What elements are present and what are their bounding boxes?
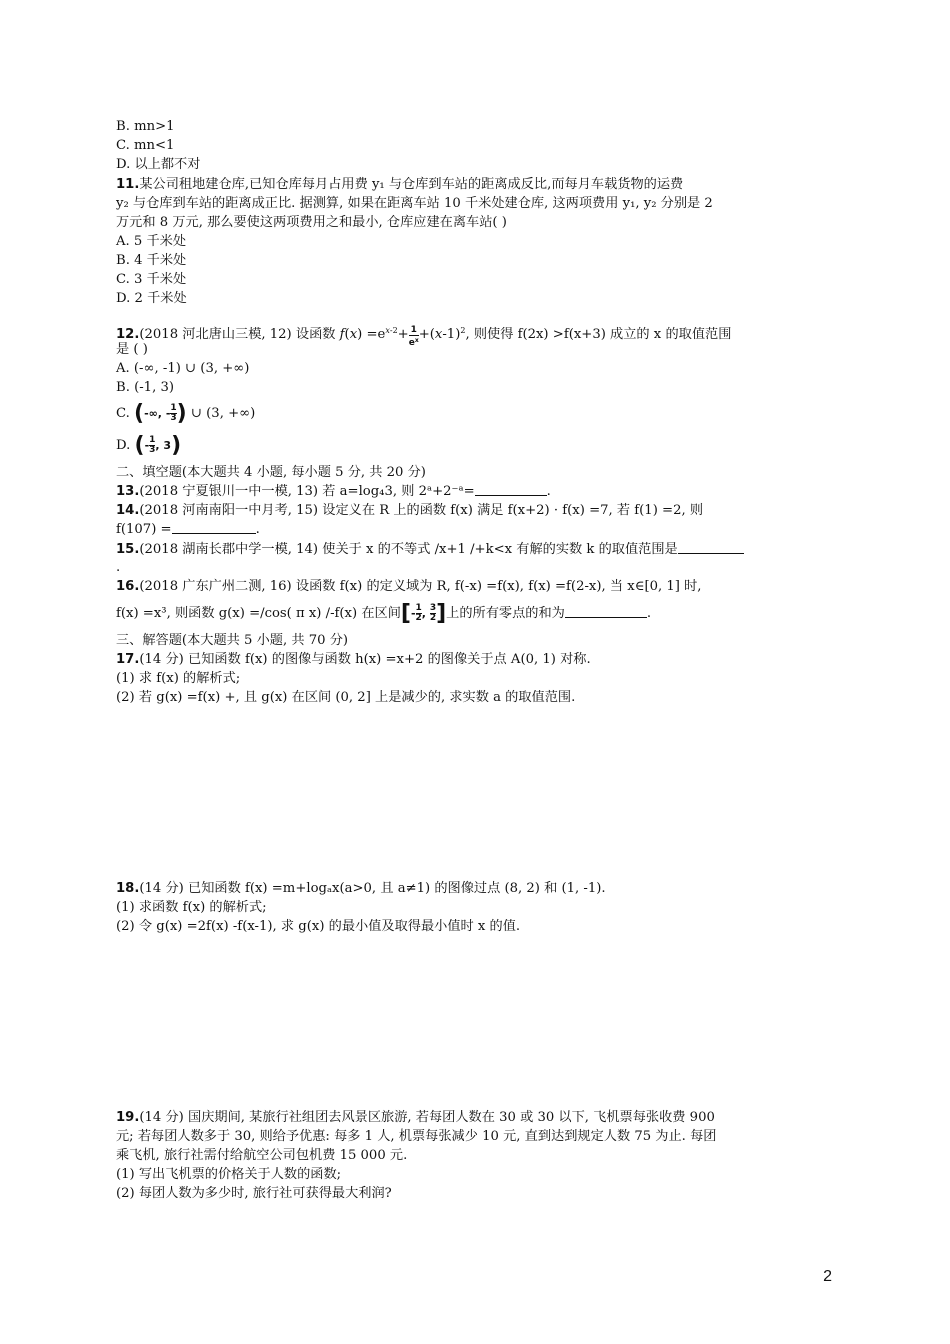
q12-tail: , 则使得 f(2x) >f(x+3) 成立的 x 的取值范围 bbox=[465, 327, 732, 342]
page-number: 2 bbox=[823, 1268, 832, 1285]
q16-text-2b: 上的所有零点的和为 bbox=[446, 606, 565, 621]
q18-line-2: (1) 求函数 f(x) 的解析式; bbox=[116, 900, 267, 915]
q19-text-1: (14 分) 国庆期间, 某旅行社组团去风景区旅游, 若每团人数在 30 或 30 以下, 飞机票每张收费 900 bbox=[139, 1110, 715, 1125]
q17-number: 17. bbox=[116, 652, 140, 667]
q18-number: 18. bbox=[116, 881, 140, 896]
q18-text-1: (14 分) 已知函数 f(x) =m+logₐx(a>0, 且 a≠1) 的图像过点 (8, 2) 和 (1, -1). bbox=[139, 881, 606, 896]
q16-answer-blank[interactable] bbox=[565, 605, 647, 618]
q19-line-3: 乘飞机, 旅行社需付给航空公司包机费 15 000 元. bbox=[116, 1148, 408, 1163]
q15-period: . bbox=[116, 560, 121, 575]
q12-number: 12. bbox=[116, 327, 140, 342]
q17-line-2: (1) 求 f(x) 的解析式; bbox=[116, 671, 241, 686]
q11-option-d: D. 2 千米处 bbox=[116, 291, 187, 306]
q15-number: 15. bbox=[116, 542, 140, 557]
q14-text-2: f(107) = bbox=[116, 522, 172, 537]
q13-answer-blank[interactable] bbox=[475, 483, 547, 496]
q12-option-a: A. (-∞, -1) ∪ (3, +∞) bbox=[116, 361, 250, 376]
q10-option-c: C. mn<1 bbox=[116, 138, 175, 153]
q12-formula: $f(x) =e^{x-2}+$ $\frac{1}{e^x}$ $+(x-1)^2$ bbox=[339, 325, 466, 348]
q12-line-1 bbox=[116, 322, 731, 348]
q19-line-4: (1) 写出飞机票的价格关于人数的函数; bbox=[116, 1167, 342, 1182]
q19-line-1 bbox=[116, 1109, 715, 1127]
q17-text-1: (14 分) 已知函数 f(x) 的图像与函数 h(x) =x+2 的图像关于点 A(0, 1) 对称. bbox=[139, 652, 591, 667]
q12-line-2: 是 ( ) bbox=[116, 342, 148, 357]
q11-line-1 bbox=[116, 176, 683, 194]
q12-option-c: C. (-∞, - $\frac{1}{3}$ ) ∪ (3, +∞) bbox=[116, 401, 256, 426]
q19-line-2: 元; 若每团人数多于 30, 则给予优惠: 每多 1 人, 机票每张减少 10 元, 直到达到规定人数 75 为止. 每团 bbox=[116, 1129, 717, 1144]
q11-option-b: B. 4 千米处 bbox=[116, 253, 187, 268]
q12-option-d: D. (- $\frac{1}{3}$ , 3) bbox=[116, 433, 182, 458]
q17-line-3: (2) 若 g(x) =f(x) +, 且 g(x) 在区间 (0, 2] 上是减少的, 求实数 a 的取值范围. bbox=[116, 690, 576, 705]
q13-number: 13. bbox=[116, 484, 140, 499]
q12-option-b: B. (-1, 3) bbox=[116, 380, 174, 395]
q14-line-1 bbox=[116, 502, 703, 520]
q15-line bbox=[116, 541, 744, 559]
q18-line-1 bbox=[116, 880, 606, 898]
q11-text-1: 某公司租地建仓库,已知仓库每月占用费 y₁ 与仓库到车站的距离成反比,而每月车载货物的运费 bbox=[139, 177, 684, 192]
q12-head: (2018 河北唐山三模, 12) 设函数 bbox=[139, 327, 340, 342]
q11-option-c: C. 3 千米处 bbox=[116, 272, 187, 287]
q11-option-a: A. 5 千米处 bbox=[116, 234, 187, 249]
q16-text-2a: f(x) =x³, 则函数 g(x) =/cos( π x) /-f(x) 在区间 bbox=[116, 606, 401, 621]
q16-line-1 bbox=[116, 578, 701, 596]
q16-text-1: (2018 广东广州二测, 16) 设函数 f(x) 的定义域为 R, f(-x) =f(x), f(x) =f(2-x), 当 x∈[0, 1] 时, bbox=[139, 579, 702, 594]
q11-line-3: 万元和 8 万元, 那么要使这两项费用之和最小, 仓库应建在离车站( ) bbox=[116, 215, 507, 230]
q12-option-c-tail: ∪ (3, +∞) bbox=[186, 406, 256, 421]
q10-option-b: B. mn>1 bbox=[116, 119, 175, 134]
q17-line-1 bbox=[116, 651, 591, 669]
q15-answer-blank[interactable] bbox=[678, 541, 744, 554]
q16-line-2: f(x) =x³, 则函数 g(x) =/cos( π x) /-f(x) 在区间[- $\frac{1}{2}$ , $\frac{3}{2}$ ]上的所有零点的和为 . bbox=[116, 601, 652, 626]
q13-text: (2018 宁夏银川一中一模, 13) 若 a=log₄3, 则 2ᵃ+2⁻ᵃ= bbox=[139, 484, 475, 499]
q13-line: 13.(2018 宁夏银川一中一模, 13) 若 a=log₄3, 则 2ᵃ+2⁻ᵃ= . bbox=[116, 484, 551, 499]
q18-line-3: (2) 令 g(x) =2f(x) -f(x-1), 求 g(x) 的最小值及取得最小值时 x 的值. bbox=[116, 919, 521, 934]
q19-line-5: (2) 每团人数为多少时, 旅行社可获得最大利润? bbox=[116, 1186, 392, 1201]
q14-number: 14. bbox=[116, 503, 140, 518]
q14-line-2: f(107) = . bbox=[116, 522, 260, 537]
q19-number: 19. bbox=[116, 1110, 140, 1125]
section-3-heading: 三、解答题(本大题共 5 小题, 共 70 分) bbox=[116, 633, 349, 648]
section-2-heading: 二、填空题(本大题共 4 小题, 每小题 5 分, 共 20 分) bbox=[116, 465, 426, 480]
q14-answer-blank[interactable] bbox=[172, 521, 256, 534]
q11-line-2: y₂ 与仓库到车站的距离成正比. 据测算, 如果在距离车站 10 千米处建仓库, 这两项费用 y₁, y₂ 分别是 2 bbox=[116, 196, 713, 211]
q10-option-d: D. 以上都不对 bbox=[116, 157, 201, 172]
q16-number: 16. bbox=[116, 579, 140, 594]
q11-number: 11. bbox=[116, 177, 140, 192]
q15-text: (2018 湖南长郡中学一模, 14) 使关于 x 的不等式 /x+1 /+k<x 有解的实数 k 的取值范围是 bbox=[139, 542, 678, 557]
q14-text-1: (2018 河南南阳一中月考, 15) 设定义在 R 上的函数 f(x) 满足 f(x+2) · f(x) =7, 若 f(1) =2, 则 bbox=[139, 503, 704, 518]
